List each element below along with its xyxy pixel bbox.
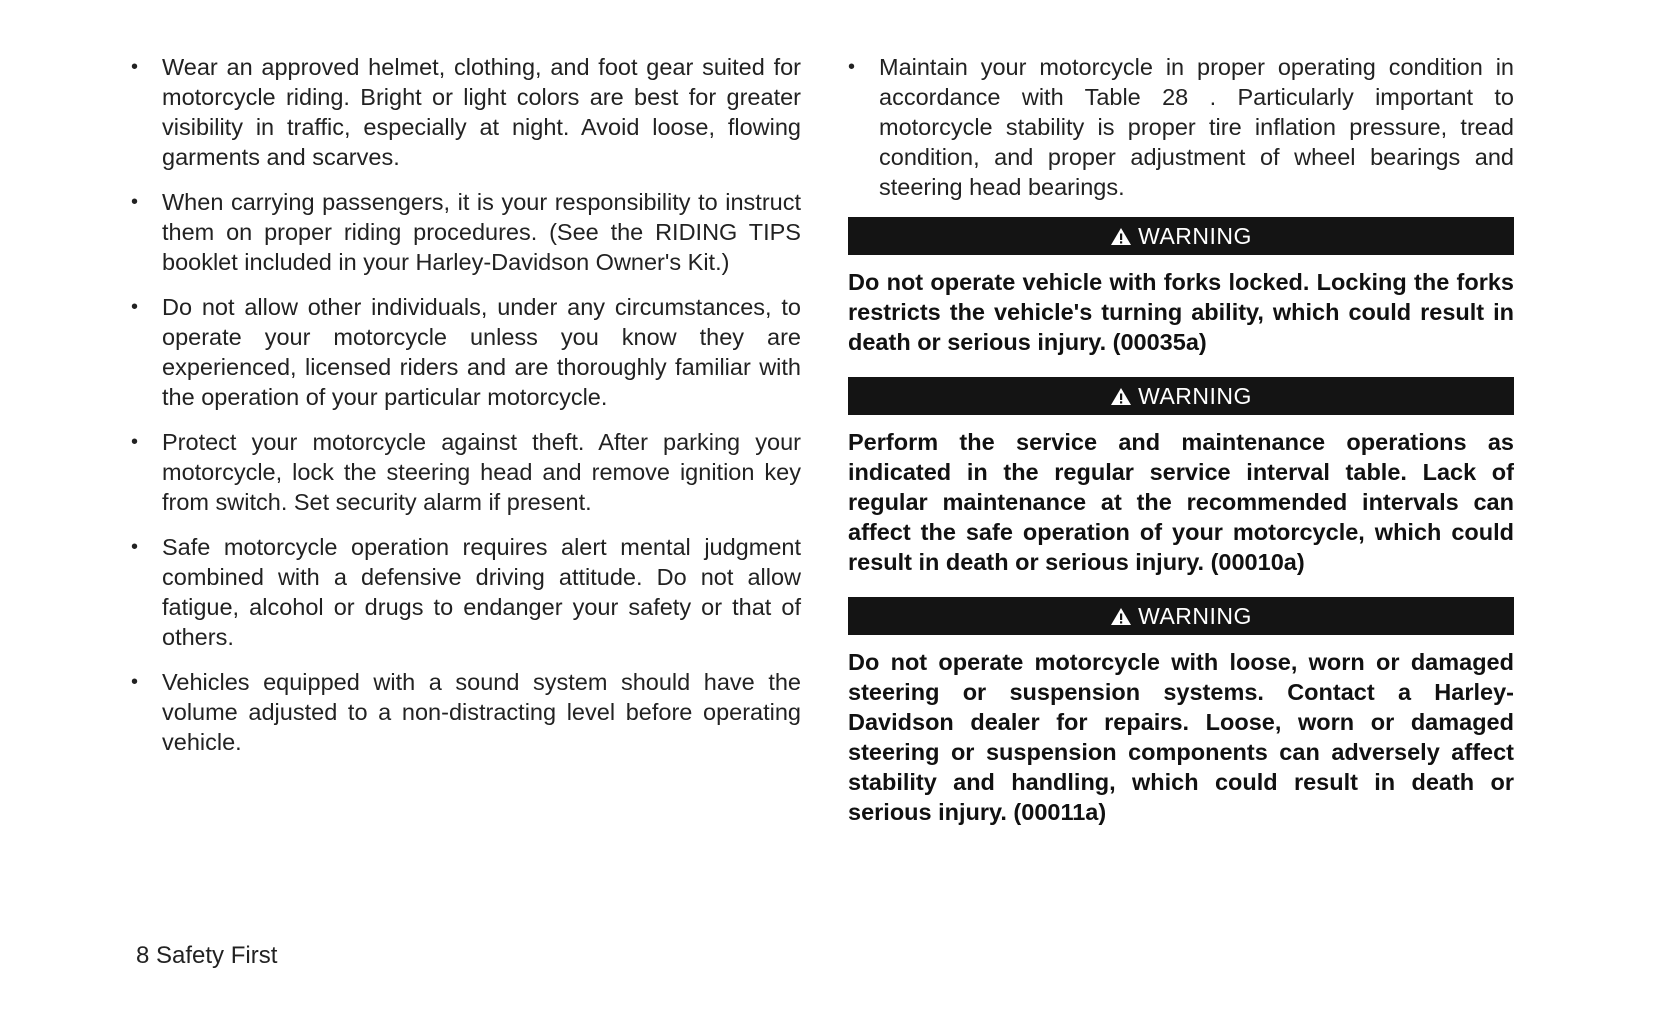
warning-label: WARNING <box>1138 222 1252 249</box>
bullet-icon: • <box>848 56 856 78</box>
bullet-icon: • <box>131 56 139 78</box>
warning-bar <box>848 597 1514 635</box>
bullet-item <box>131 52 801 172</box>
page-footer: 8 Safety First <box>136 942 278 969</box>
left-column <box>131 52 801 772</box>
warning-triangle-icon <box>1110 607 1132 626</box>
bullet-text: Wear an approved helmet, clothing, and foot gear suited for motorcycle riding. Bright or light colors are best for greater visibility in traffic, especially at night. Avoid loose, flowing garments and scarves. <box>162 54 801 170</box>
bullet-item <box>131 292 801 412</box>
bullet-item <box>131 187 801 277</box>
warning-block-steering <box>848 597 1514 827</box>
bullet-icon: • <box>131 431 139 453</box>
warning-triangle-icon <box>1110 227 1132 246</box>
bullet-text: Vehicles equipped with a sound system should have the volume adjusted to a non-distracting level before operating vehicle. <box>162 669 801 755</box>
bullet-icon: • <box>131 296 139 318</box>
bullet-text: Protect your motorcycle against theft. After parking your motorcycle, lock the steering head and remove ignition key from switch. Set security alarm if present. <box>162 429 801 515</box>
bullet-text: Maintain your motorcycle in proper operating condition in accordance with Table 28 . Particularly important to motorcycle stability is proper tire inflation pressure, tread condition, and proper adjustment of wheel bearings and steering head bearings. <box>879 54 1514 200</box>
bullet-text: When carrying passengers, it is your responsibility to instruct them on proper riding procedures. (See the RIDING TIPS booklet included in your Harley-Davidson Owner's Kit.) <box>162 189 801 275</box>
left-bullet-list <box>131 52 801 757</box>
warning-label: WARNING <box>1138 382 1252 409</box>
warning-bar <box>848 377 1514 415</box>
bullet-item <box>848 52 1514 202</box>
warning-triangle-icon <box>1110 387 1132 406</box>
warning-label: WARNING <box>1138 602 1252 629</box>
warning-text: Perform the service and maintenance operations as indicated in the regular service interval table. Lack of regular maintenance at the recommended intervals can affect the safe operation of your motorcycle, which could result in death or serious injury. (00010a) <box>848 429 1514 575</box>
bullet-icon: • <box>131 191 139 213</box>
bullet-text: Do not allow other individuals, under any circumstances, to operate your motorcycle unless you know they are experienced, licensed riders and are thoroughly familiar with the operation of your particular motorcycle. <box>162 294 801 410</box>
bullet-item <box>131 667 801 757</box>
warning-bar <box>848 217 1514 255</box>
warning-text: Do not operate vehicle with forks locked. Locking the forks restricts the vehicle's turning ability, which could result in death or serious injury. (00035a) <box>848 269 1514 355</box>
warning-text: Do not operate motorcycle with loose, worn or damaged steering or suspension systems. Contact a Harley-Davidson dealer for repairs. Loose, worn or damaged steering or suspension components can adversely affect stability and handling, which could result in death or serious injury. (00011a) <box>848 649 1514 825</box>
bullet-item <box>131 427 801 517</box>
right-column <box>848 52 1514 847</box>
warning-block-maintenance <box>848 377 1514 577</box>
warning-block-forks <box>848 217 1514 357</box>
bullet-icon: • <box>131 671 139 693</box>
right-bullet-list <box>848 52 1514 202</box>
bullet-text: Safe motorcycle operation requires alert mental judgment combined with a defensive driving attitude. Do not allow fatigue, alcohol or drugs to endanger your safety or that of others. <box>162 534 801 650</box>
bullet-item <box>131 532 801 652</box>
bullet-icon: • <box>131 536 139 558</box>
